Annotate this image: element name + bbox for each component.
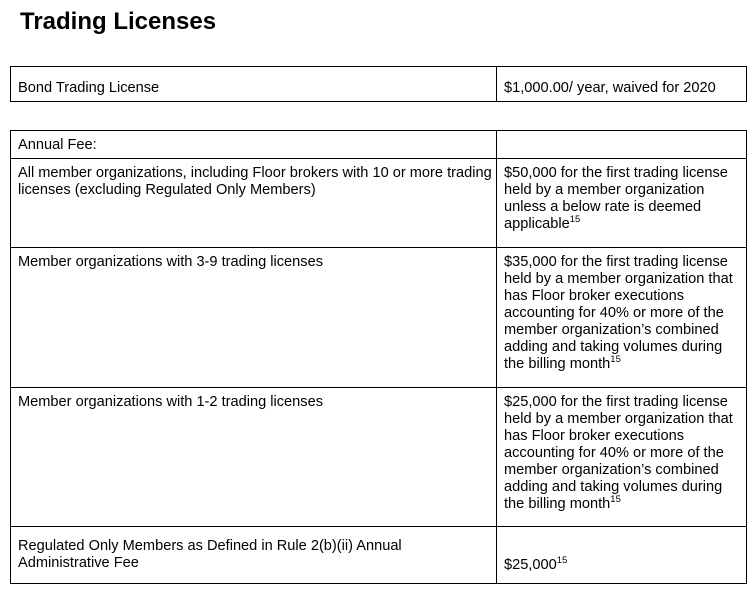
footnote-reference: 15 xyxy=(610,354,621,366)
table-row xyxy=(11,527,747,584)
bond-license-fee-cell: $1,000.00/ year, waived for 2020 xyxy=(497,67,747,102)
fee-row-label-cell: Regulated Only Members as Defined in Rule 2(b)(ii) Annual Administrative Fee xyxy=(11,527,497,584)
fee-text: $35,000 for the first trading license held by a member organization that has Floor broker executions accounting for 40% or more of the member organization’s combined adding and taking volumes during the billing month xyxy=(504,254,733,372)
table-row xyxy=(11,388,747,527)
fee-text: $50,000 for the first trading license held by a member organization unless a below rate is deemed applicable xyxy=(504,165,728,232)
fee-row-label-cell: Member organizations with 3-9 trading licenses xyxy=(11,248,497,388)
fee-row-amount-cell xyxy=(497,159,747,248)
annual-fee-header-cell: Annual Fee: xyxy=(11,131,497,159)
annual-fee-header-empty-cell xyxy=(497,131,747,159)
fee-row-amount-cell xyxy=(497,248,747,388)
fee-text: $25,000 xyxy=(504,557,557,573)
fee-row-label-cell: Member organizations with 1-2 trading licenses xyxy=(11,388,497,527)
footnote-reference: 15 xyxy=(610,494,621,506)
document-page xyxy=(0,8,756,584)
bond-license-label-cell: Bond Trading License xyxy=(11,67,497,102)
table-header-row xyxy=(11,131,747,159)
table-row xyxy=(11,67,747,102)
fee-row-label-cell: All member organizations, including Floor brokers with 10 or more trading licenses (excluding Regulated Only Members) xyxy=(11,159,497,248)
annual-fee-table xyxy=(10,130,747,584)
fee-text: $25,000 for the first trading license held by a member organization that has Floor broker executions accounting for 40% or more of the member organization’s combined adding and taking volumes during the billing month xyxy=(504,394,733,512)
table-row xyxy=(11,248,747,388)
page-title: Trading Licenses xyxy=(20,8,217,35)
table-row xyxy=(11,159,747,248)
footnote-reference: 15 xyxy=(569,214,581,226)
footnote-reference: 15 xyxy=(556,555,568,567)
bond-trading-license-table xyxy=(10,66,747,102)
fee-row-amount-cell xyxy=(497,388,747,527)
fee-row-amount-cell xyxy=(497,527,747,584)
